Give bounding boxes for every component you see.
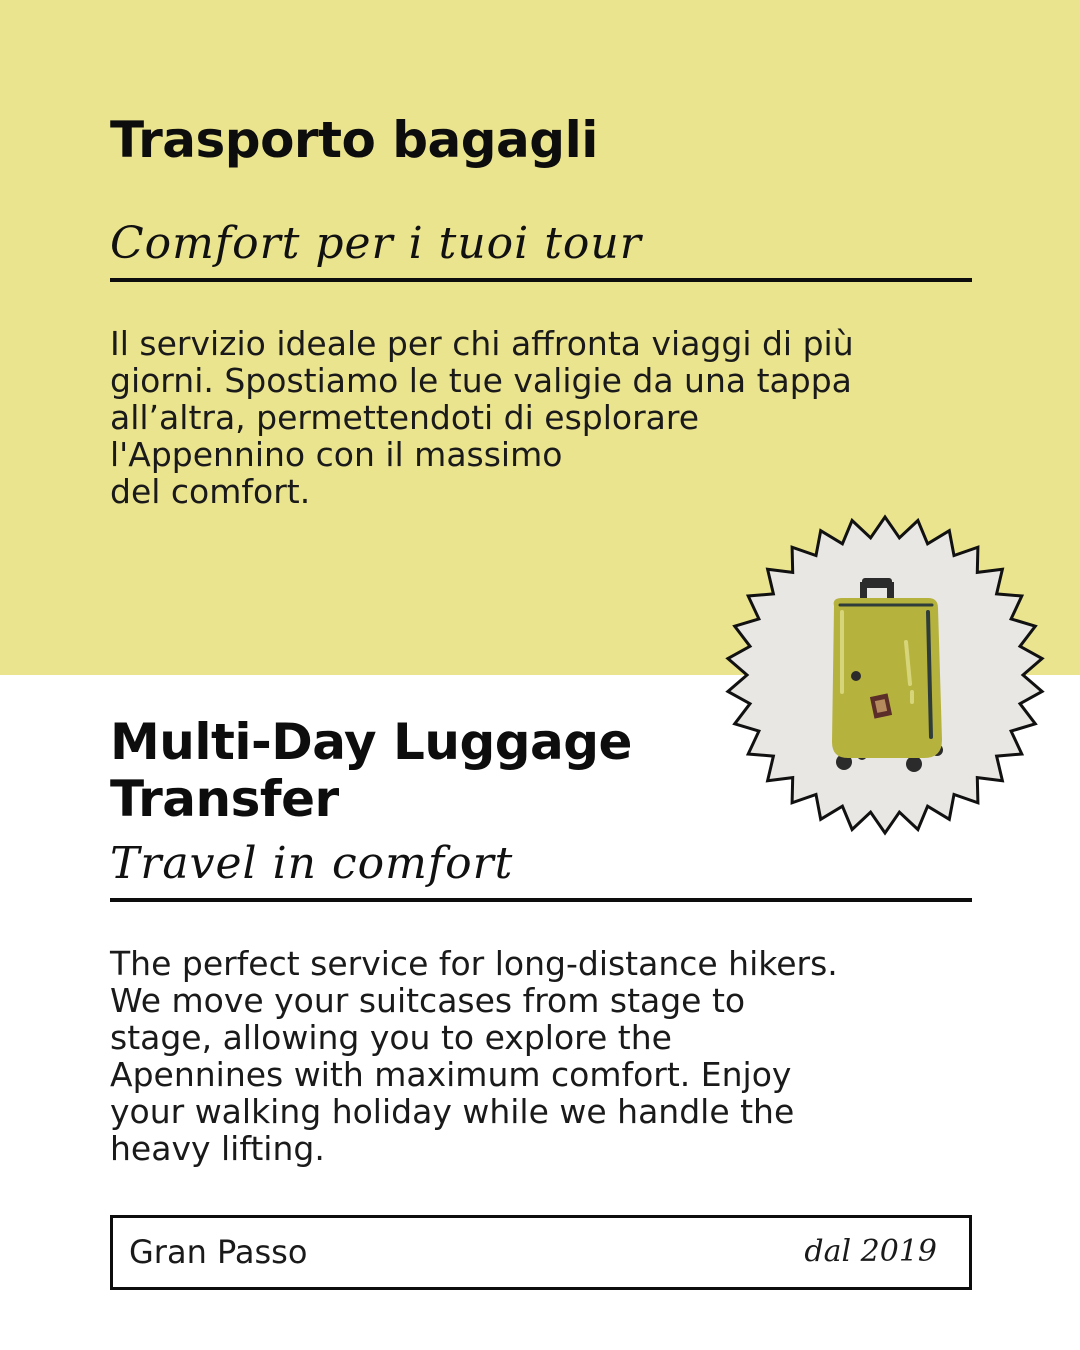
italian-title: Trasporto bagagli <box>110 111 598 169</box>
established-label: dal 2019 <box>804 1234 937 1269</box>
english-divider <box>110 898 972 902</box>
italian-description: Il servizio ideale per chi affronta viaggi di più giorni. Spostiamo le tue valigie da una tappa all’altra, permettendoti di esplorare l'Appennino con il massimo del comfort. <box>110 324 854 511</box>
suitcase-icon <box>832 578 943 772</box>
english-description: The perfect service for long-distance hikers. We move your suitcases from stage to stage, allowing you to explore the Apennines with maximum comfort. Enjoy your walking holiday while we handle the heavy lifting. <box>110 944 838 1168</box>
brand-name: Gran Passo <box>129 1233 308 1271</box>
english-title-text: Multi-Day Luggage Transfer <box>110 713 632 828</box>
english-subtitle: Travel in comfort <box>110 838 514 889</box>
italian-subtitle: Comfort per i tuoi tour <box>110 218 642 269</box>
italian-divider <box>110 278 972 282</box>
footer-box <box>110 1215 972 1290</box>
suitcase-badge <box>722 512 1048 838</box>
english-title <box>110 714 730 828</box>
